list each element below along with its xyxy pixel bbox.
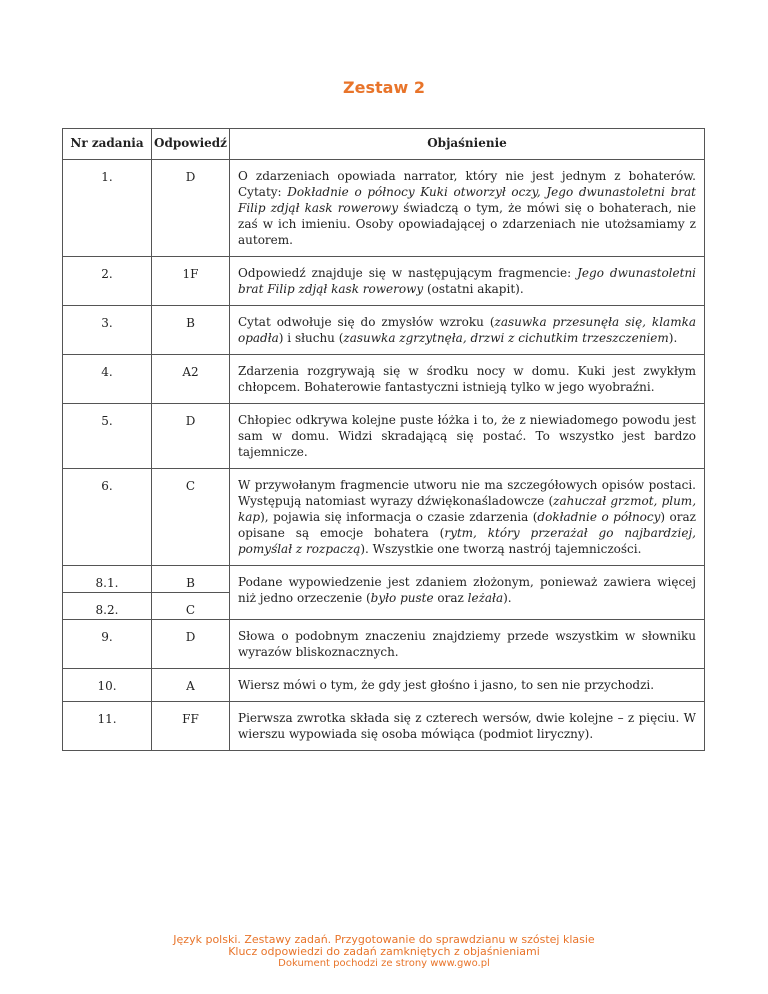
task-explanation [230, 669, 705, 702]
task-number: 3. [63, 306, 152, 355]
task-number: 4. [63, 355, 152, 404]
task-number: 9. [63, 620, 152, 669]
explanation-text: Chłopiec odkrywa kolejne puste łóżka i to, że z niewiadomego powodu jest sam w domu. Widzi skradającą się postać. To wszystko jest bardzo tajemnicze. [238, 413, 696, 459]
table-row [63, 306, 705, 355]
task-answer: 1F [152, 257, 230, 306]
explanation-text: Wiersz mówi o tym, że gdy jest głośno i jasno, to sen nie przychodzi. [238, 678, 655, 692]
task-explanation [230, 469, 705, 566]
task-explanation [230, 355, 705, 404]
explanation-quote: zasuwka zgrzytnęła, drzwi z cichutkim trzeszczeniem [343, 331, 669, 345]
table-row [63, 404, 705, 469]
explanation-quote: dokładnie o północy [537, 510, 661, 524]
explanation-quote: leżała [467, 591, 504, 605]
footer-line-3: Dokument pochodzi ze strony www.gwo.pl [278, 958, 490, 969]
explanation-text: świadczą o tym, że mówi się o bohaterach, nie zaś w ich imieniu. Osoby opowiadającej o zdarzeniach nie utożsamiamy z autorem. [238, 201, 696, 247]
answer-key-table [62, 128, 705, 751]
task-number: 11. [63, 702, 152, 751]
explanation-quote: rytm, który przerażał go najbardziej, pomyślał z rozpaczą [238, 526, 696, 556]
table-row [63, 566, 705, 593]
page-footer [0, 934, 768, 970]
task-number: 6. [63, 469, 152, 566]
task-number: 10. [63, 669, 152, 702]
explanation-quote: zasuwka przesunęła się, klamka opadła [238, 315, 696, 345]
explanation-text: Cytat odwołuje się do zmysłów wzroku ( [238, 315, 495, 329]
header-nr: Nr zadania [63, 129, 152, 160]
explanation-text: oraz [433, 591, 468, 605]
task-explanation [230, 160, 705, 257]
task-number: 8.1. [63, 566, 152, 593]
task-explanation [230, 566, 705, 620]
task-answer: A [152, 669, 230, 702]
explanation-text: O zdarzeniach opowiada narrator, który nie jest jednym z bohaterów. Cytaty: [238, 169, 696, 199]
table-row [63, 669, 705, 702]
task-answer: B [152, 566, 230, 593]
task-explanation [230, 404, 705, 469]
task-number: 8.2. [63, 593, 152, 620]
explanation-text: ). Wszystkie one tworzą nastrój tajemniczości. [360, 542, 642, 556]
explanation-quote: było puste [370, 591, 434, 605]
explanation-text: Odpowiedź znajduje się w następującym fragmencie: [238, 266, 578, 280]
task-explanation [230, 702, 705, 751]
footer-line-1: Język polski. Zestawy zadań. Przygotowanie do sprawdzianu w szóstej klasie [173, 933, 595, 946]
task-answer: C [152, 593, 230, 620]
table-row [63, 257, 705, 306]
table-header-row [63, 129, 705, 160]
task-answer: D [152, 404, 230, 469]
page-title: Zestaw 2 [343, 78, 425, 97]
task-explanation [230, 306, 705, 355]
explanation-text: ). [668, 331, 678, 345]
explanation-quote: zahuczał grzmot, plum, kap [238, 494, 697, 524]
explanation-text: ). [503, 591, 512, 605]
header-explanation: Objaśnienie [230, 129, 705, 160]
explanation-text: ) oraz opisane są emocje bohatera ( [238, 510, 696, 540]
explanation-text: ), pojawia się informacja o czasie zdarzenia ( [260, 510, 538, 524]
task-number: 1. [63, 160, 152, 257]
table-body [63, 160, 705, 751]
table-row [63, 355, 705, 404]
task-answer: B [152, 306, 230, 355]
explanation-quote: Dokładnie o północy Kuki otworzył oczy, Jego dwunastoletni brat Filip zdjął kask rowerowy [238, 185, 697, 215]
task-answer: D [152, 620, 230, 669]
table-row [63, 469, 705, 566]
table-row [63, 702, 705, 751]
explanation-text: Pierwsza zwrotka składa się z czterech wersów, dwie kolejne – z pięciu. W wierszu wypowiada się osoba mówiąca (podmiot liryczny). [238, 711, 696, 741]
table-row [63, 620, 705, 669]
explanation-text: Podane wypowiedzenie jest zdaniem złożonym, ponieważ zawiera więcej niż jedno orzeczenie ( [238, 575, 696, 605]
task-answer: D [152, 160, 230, 257]
explanation-text: Słowa o podobnym znaczeniu znajdziemy przede wszystkim w słowniku wyrazów bliskoznacznych. [238, 629, 696, 659]
task-number: 2. [63, 257, 152, 306]
footer-line-2: Klucz odpowiedzi do zadań zamkniętych z objaśnieniami [228, 945, 540, 958]
header-answer: Odpowiedź [152, 129, 230, 160]
task-number: 5. [63, 404, 152, 469]
task-answer: A2 [152, 355, 230, 404]
explanation-text: Zdarzenia rozgrywają się w środku nocy w domu. Kuki jest zwykłym chłopcem. Bohaterowie fantastyczni istnieją tylko w jego wyobraźni. [238, 364, 696, 394]
task-explanation [230, 620, 705, 669]
explanation-quote: Jego dwunastoletni brat Filip zdjął kask rowerowy [238, 266, 697, 296]
explanation-text: ) i słuchu ( [278, 331, 344, 345]
table-row [63, 160, 705, 257]
task-answer: C [152, 469, 230, 566]
explanation-text: (ostatni akapit). [423, 282, 524, 296]
task-explanation [230, 257, 705, 306]
task-answer: FF [152, 702, 230, 751]
explanation-text: W przywołanym fragmencie utworu nie ma szczegółowych opisów postaci. Występują natomiast wyrazy dźwiękonaśladowcze ( [238, 478, 696, 508]
